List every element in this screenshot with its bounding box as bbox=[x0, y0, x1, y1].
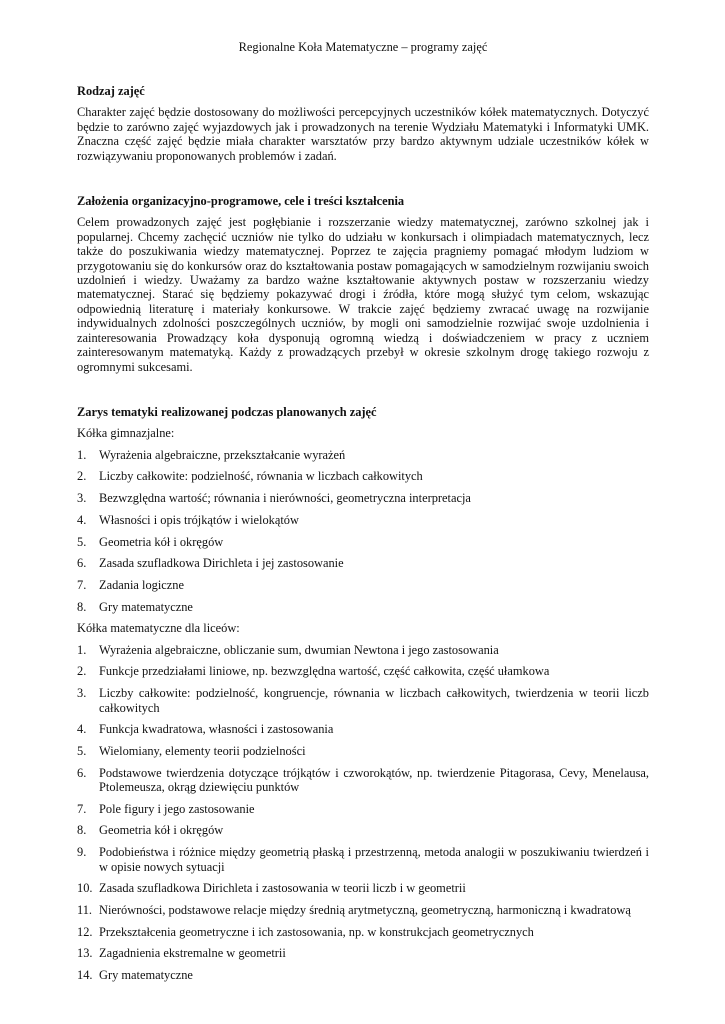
list-item bbox=[77, 578, 649, 592]
list-item bbox=[77, 925, 649, 939]
section-title: Rodzaj zajęć bbox=[77, 84, 145, 98]
item-text: Wyrażenia algebraiczne, przekształcanie wyrażeń bbox=[99, 447, 346, 462]
list-item bbox=[77, 513, 649, 527]
item-number: 5. bbox=[77, 534, 87, 549]
item-number: 1. bbox=[77, 447, 87, 462]
item-number: 13. bbox=[77, 946, 93, 961]
item-text: Geometria kół i okręgów bbox=[99, 534, 224, 549]
section-title: Założenia organizacyjno-programowe, cele i treści kształcenia bbox=[77, 194, 405, 209]
list-item bbox=[77, 823, 649, 837]
list-item bbox=[77, 722, 649, 736]
list-label-liceum: Kółka matematyczne dla liceów: bbox=[77, 621, 240, 636]
item-text: Gry matematyczne bbox=[99, 968, 193, 983]
page-header: Regionalne Koła Matematyczne – programy zajęć bbox=[238, 40, 488, 54]
item-number: 12. bbox=[77, 924, 93, 939]
item-number: 9. bbox=[77, 845, 87, 860]
item-text: Wyrażenia algebraiczne, obliczanie sum, dwumian Newtona i jego zastosowania bbox=[99, 642, 499, 657]
list-item bbox=[77, 802, 649, 816]
topic-list-gimnazjum bbox=[77, 448, 649, 614]
item-text: Zasada szufladkowa Dirichleta i zastosowania w teorii liczb i w geometrii bbox=[99, 881, 466, 896]
item-text: Pole figury i jego zastosowanie bbox=[99, 801, 255, 816]
item-text: Zagadnienia ekstremalne w geometrii bbox=[99, 946, 286, 961]
topic-list-liceum bbox=[77, 643, 649, 983]
item-number: 3. bbox=[77, 686, 87, 701]
item-text: Podstawowe twierdzenia dotyczące trójkątów i czworokątów, np. twierdzenie Pitagorasa, Cevy, Menelausa, Ptolemeusza, okrąg dziewięciu punktów bbox=[99, 765, 649, 795]
item-number: 6. bbox=[77, 556, 87, 571]
section-title: Zarys tematyki realizowanej podczas planowanych zajęć bbox=[77, 404, 377, 419]
section-zarys-tematyki bbox=[77, 405, 649, 983]
item-number: 8. bbox=[77, 599, 87, 614]
item-text: Liczby całkowite: podzielność, równania w liczbach całkowitych bbox=[99, 469, 423, 484]
section-paragraph: Celem prowadzonych zajęć jest pogłębianie i rozszerzanie wiedzy matematycznej, zarówno szkolnej jak i popularnej. Chcemy zachęcić uczniów nie tylko do udziału w konkursach i olimpiadach matematycznych, lecz także do poszukiwania wiedzy matematycznej. Poprzez te zajęcia pragniemy pomagać młodym ludziom w przygotowaniu się do konkursów oraz do kształtowania postaw pomagających w samodzielnym rozwijaniu swoich uzdolnień i wiedzy. Uważamy za bardzo ważne kształtowanie aktywnych postaw w rozszerzaniu wiedzy matematycznej. Starać się będziemy pokazywać drogi i źródła, które mogą służyć tym celom, wskazując odpowiednią literaturę i materiały konkursowe. W trakcie zajęć będziemy zwracać uwagę na rozwijanie indywidualnych zdolności poszczególnych uczniów, by mogli oni samodzielnie rozwijać swoje uzdolnienia i zainteresowania Prowadzący koła dysponują ogromną wiedzą i doświadczeniem w pracy z uczniem zainteresowanym matematyką. Każdy z prowadzących przebył w okresie szkolnym drogę takiego rozwoju z ogromnymi sukcesami. bbox=[77, 215, 649, 374]
list-item bbox=[77, 686, 649, 715]
item-number: 3. bbox=[77, 491, 87, 506]
item-number: 1. bbox=[77, 642, 87, 657]
list-item bbox=[77, 448, 649, 462]
item-number: 4. bbox=[77, 722, 87, 737]
list-item bbox=[77, 643, 649, 657]
section-paragraph: Charakter zajęć będzie dostosowany do możliwości percepcyjnych uczestników kółek matematycznych. Dotyczyć będzie to zarówno zajęć wyjazdowych jak i prowadzonych na terenie Wydziału Matematyki i Informatyki UMK. Znaczna część zajęć będzie miała charakter warsztatów przy bardzo aktywnym udziale uczestników kółek w rozwiązywaniu proponowanych problemów i zadań. bbox=[77, 105, 649, 163]
item-number: 2. bbox=[77, 664, 87, 679]
item-text: Przekształcenia geometryczne i ich zastosowania, np. w konstrukcjach geometrycznych bbox=[99, 924, 534, 939]
item-text: Zadania logiczne bbox=[99, 577, 184, 592]
list-item bbox=[77, 946, 649, 960]
list-item bbox=[77, 600, 649, 614]
item-number: 6. bbox=[77, 765, 87, 780]
item-text: Zasada szufladkowa Dirichleta i jej zastosowanie bbox=[99, 556, 344, 571]
item-number: 7. bbox=[77, 801, 87, 816]
item-number: 2. bbox=[77, 469, 87, 484]
list-item bbox=[77, 845, 649, 874]
list-item bbox=[77, 664, 649, 678]
item-text: Geometria kół i okręgów bbox=[99, 823, 224, 838]
item-text: Gry matematyczne bbox=[99, 599, 193, 614]
item-number: 4. bbox=[77, 512, 87, 527]
item-number: 14. bbox=[77, 968, 93, 983]
list-item bbox=[77, 903, 649, 917]
section-zalozenia bbox=[77, 194, 649, 374]
list-item bbox=[77, 469, 649, 483]
list-item bbox=[77, 556, 649, 570]
item-text: Funkcje przedziałami liniowe, np. bezwzględna wartość, część całkowita, część ułamkowa bbox=[99, 664, 550, 679]
list-item bbox=[77, 744, 649, 758]
list-item bbox=[77, 491, 649, 505]
list-item bbox=[77, 766, 649, 795]
section-rodzaj-zajec bbox=[77, 84, 649, 163]
item-text: Wielomiany, elementy teorii podzielności bbox=[99, 743, 306, 758]
item-text: Bezwzględna wartość; równania i nierówności, geometryczna interpretacja bbox=[99, 491, 471, 506]
item-number: 11. bbox=[77, 903, 93, 917]
list-item bbox=[77, 535, 649, 549]
item-number: 5. bbox=[77, 743, 87, 758]
item-text: Liczby całkowite: podzielność, kongruencje, równania w liczbach całkowitych, twierdzenia w teorii liczb całkowitych bbox=[99, 686, 649, 715]
list-label-gimnazjum: Kółka gimnazjalne: bbox=[77, 426, 175, 441]
item-text: Nierówności, podstawowe relacje między średnią arytmetyczną, geometryczną, harmoniczną i kwadratową bbox=[99, 903, 631, 917]
item-text: Podobieństwa i różnice między geometrią płaską i przestrzenną, metoda analogii w poszukiwaniu twierdzeń i w opisie nowych sytuacji bbox=[99, 845, 649, 874]
item-text: Funkcja kwadratowa, własności i zastosowania bbox=[99, 722, 334, 737]
item-number: 10. bbox=[77, 881, 93, 896]
list-item bbox=[77, 968, 649, 982]
item-number: 7. bbox=[77, 577, 87, 592]
item-text: Własności i opis trójkątów i wielokątów bbox=[99, 512, 299, 527]
list-item bbox=[77, 881, 649, 895]
item-number: 8. bbox=[77, 823, 87, 838]
